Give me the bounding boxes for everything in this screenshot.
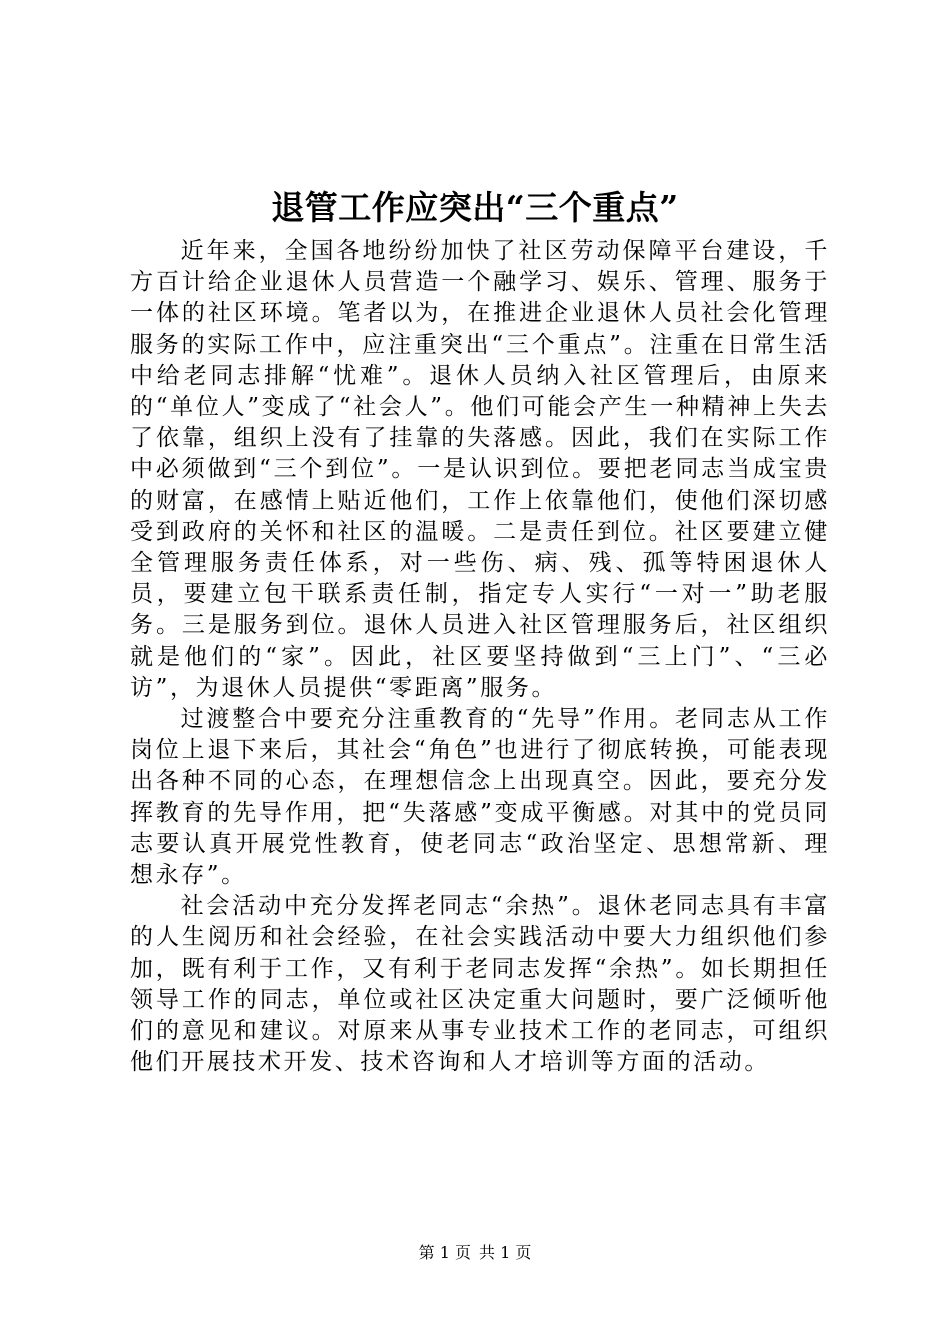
page-footer bbox=[0, 1243, 950, 1263]
paragraph-1: 近年来，全国各地纷纷加快了社区劳动保障平台建设，千方百计给企业退休人员营造一个融学习、娱乐、管理、服务于一体的社区环境。笔者以为，在推进企业退休人员社会化管理服务的实际工作中，应注重突出“三个重点”。注重在日常生活中给老同志排解“忧难”。退休人员纳入社区管理后，由原来的“单位人”变成了“社会人”。他们可能会产生一种精神上失去了依靠，组织上没有了挂靠的失落感。因此，我们在实际工作中必须做到“三个到位”。一是认识到位。要把老同志当成宝贵的财富，在感情上贴近他们，工作上依靠他们，使他们深切感受到政府的关怀和社区的温暖。二是责任到位。社区要建立健全管理服务责任体系，对一些伤、病、残、孤等特困退休人员，要建立包干联系责任制，指定专人实行“一对一”助老服务。三是服务到位。退休人员进入社区管理服务后，社区组织就是他们的“家”。因此，社区要坚持做到“三上门”、“三必访”，为退休人员提供“零距离”服务。 bbox=[130, 238, 830, 701]
document-body bbox=[130, 236, 830, 1078]
document-title: 退管工作应突出“三个重点” bbox=[271, 188, 679, 227]
paragraph-2: 过渡整合中要充分注重教育的“先导”作用。老同志从工作岗位上退下来后，其社会“角色”也进行了彻底转换，可能表现出各种不同的心态，在理想信念上出现真空。因此，要充分发挥教育的先导作用，把“失落感”变成平衡感。对其中的党员同志要认真开展党性教育，使老同志“政治坚定、思想常新、理想永存”。 bbox=[130, 706, 830, 889]
page-number: 第 1 页 bbox=[418, 1243, 471, 1262]
paragraph-3: 社会活动中充分发挥老同志“余热”。退休老同志具有丰富的人生阅历和社会经验，在社会实践活动中要大力组织他们参加，既有利于工作，又有利于老同志发挥“余热”。如长期担任领导工作的同志，单位或社区决定重大问题时，要广泛倾听他们的意见和建议。对原来从事专业技术工作的老同志，可组织他们开展技术开发、技术咨询和人才培训等方面的活动。 bbox=[130, 893, 830, 1076]
page-total: 共 1 页 bbox=[479, 1243, 532, 1262]
